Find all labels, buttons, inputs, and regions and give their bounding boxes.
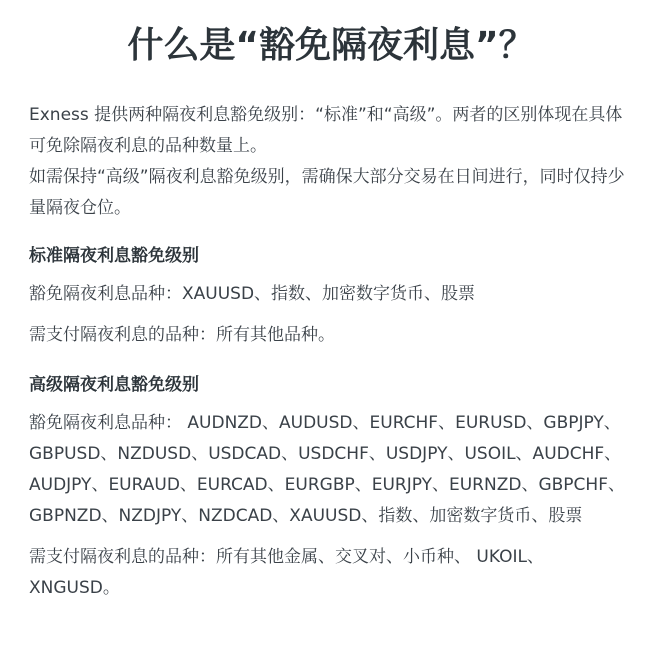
- standard-level-heading: 标准隔夜利息豁免级别: [29, 246, 199, 266]
- page-title: 什么是“豁免隔夜利息”？: [127, 25, 535, 66]
- standard-exempt-instruments: 豁免隔夜利息品种：XAUUSD、指数、加密数字货币、股票: [29, 284, 476, 304]
- standard-paid-instruments: 需支付隔夜利息的品种：所有其他品种。: [29, 325, 335, 345]
- extended-level-heading: 高级隔夜利息豁免级别: [29, 375, 199, 395]
- extended-exempt-instruments: 豁免隔夜利息品种： AUDNZD、AUDUSD、EURCHF、EURUSD、GBPJPY、GBPUSD、NZDUSD、USDCAD、USDCHF、USDJPY、USOIL、AUDCHF、AUDJPY、EURAUD、EURCAD、EURGBP、EURJPY、EURNZD、GBPCHF、GBPNZD、NZDJPY、NZDCAD、XAUUSD、指数、加密数字货币、股票: [29, 413, 625, 526]
- intro-section: [29, 100, 633, 224]
- extended-paid-instruments: 需支付隔夜利息的品种：所有其他金属、交叉对、小币种、 UKOIL、XNGUSD。: [29, 547, 544, 598]
- intro-paragraph-1: Exness 提供两种隔夜利息豁免级别：“标准”和“高级”。两者的区别体现在具体可免除隔夜利息的品种数量上。: [29, 105, 623, 156]
- intro-paragraph-2: 如需保持“高级”隔夜利息豁免级别，需确保大部分交易在日间进行，同时仅持少量隔夜仓位。: [29, 167, 625, 218]
